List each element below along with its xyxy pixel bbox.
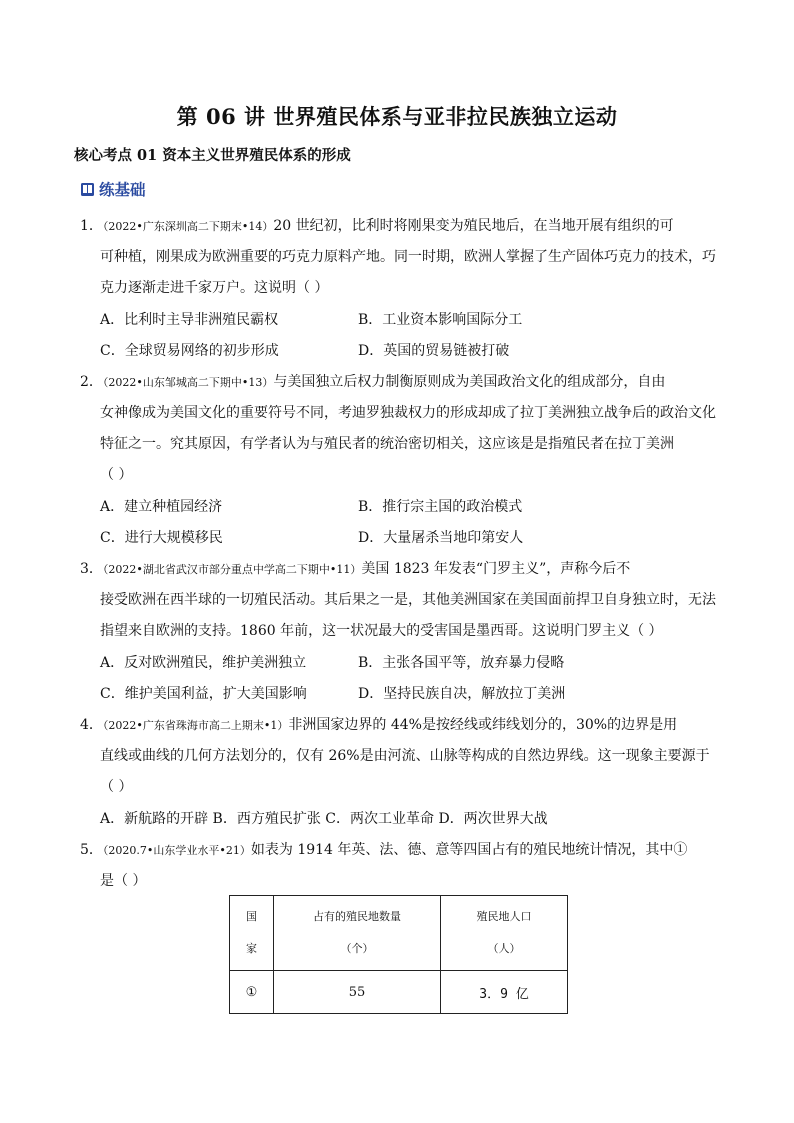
question-1-option-c: C．全球贸易网络的初步形成 <box>100 343 279 359</box>
header-colony-population: 殖民地人口 （人） <box>441 896 568 971</box>
question-3-option-d: D．坚持民族自决，解放拉丁美洲 <box>358 686 566 702</box>
question-5-number: 5． <box>80 842 103 858</box>
question-1-number: 1． <box>80 218 103 234</box>
question-3-line-2: 接受欧洲在西半球的一切殖民活动。其后果之一是，其他美洲国家在美国面前捍卫自身独立时，无法 <box>100 592 716 608</box>
question-3-option-b: B．主张各国平等，放弃暴力侵略 <box>358 655 565 671</box>
question-1-line-1: 1．（2022•广东深圳高二下期末•14）20 世纪初，比利时将刚果变为殖民地后，在当地开展有组织的可 <box>80 218 674 234</box>
question-3-option-a: A．反对欧洲殖民，维护美洲独立 <box>100 655 307 671</box>
book-icon <box>80 182 95 197</box>
cell-colonies: 55 <box>274 971 441 1014</box>
question-3-source: （2022•湖北省武汉市部分重点中学高二下期中•11） <box>102 563 362 576</box>
question-5-line-1: 5．（2020.7•山东学业水平•21）如表为 1914 年英、法、德、意等四国占有的殖民地统计情况，其中① <box>80 842 688 858</box>
question-4-options: A．新航路的开辟 B．西方殖民扩张 C．两次工业革命 D．两次世界大战 <box>100 811 548 827</box>
header-colony-count: 占有的殖民地数量 （个） <box>274 896 441 971</box>
question-2-source: （2022•山东邹城高二下期中•13） <box>102 376 274 389</box>
colony-stats-table <box>229 895 568 1014</box>
question-1-line-2: 可种植，刚果成为欧洲重要的巧克力原料产地。同一时期，欧洲人掌握了生产固体巧克力的技术，巧 <box>100 249 716 265</box>
practice-heading <box>80 178 146 200</box>
question-3-option-c: C．维护美国利益，扩大美国影响 <box>100 686 307 702</box>
table-row <box>230 971 568 1014</box>
table-header-row <box>230 896 568 971</box>
question-2-line-1: 2．（2022•山东邹城高二下期中•13）与美国独立后权力制衡原则成为美国政治文化的组成部分，自由 <box>80 374 666 390</box>
question-1-source: （2022•广东深圳高二下期末•14） <box>102 220 274 233</box>
question-2-line-2: 女神像成为美国文化的重要符号不同，考迪罗独裁权力的形成却成了拉丁美洲独立战争后的政治文化 <box>100 405 716 421</box>
question-4-source: （2022•广东省珠海市高二上期末•1） <box>102 719 289 732</box>
question-1-option-b: B．工业资本影响国际分工 <box>358 312 523 328</box>
question-4-line-1: 4．（2022•广东省珠海市高二上期末•1）非洲国家边界的 44%是按经线或纬线划分的，30%的边界是用 <box>80 717 678 733</box>
question-1-line-3: 克力逐渐走进千家万户。这说明（ ） <box>100 280 329 296</box>
question-2-number: 2． <box>80 374 103 390</box>
question-3-line-1: 3．（2022•湖北省武汉市部分重点中学高二下期中•11）美国 1823 年发表“门罗主义”，声称今后不 <box>80 561 631 577</box>
question-2-line-3: 特征之一。究其原因，有学者认为与殖民者的统治密切相关，这应该是是指殖民者在拉丁美洲 <box>100 436 674 452</box>
practice-label: 练基础 <box>99 180 146 199</box>
cell-population: 3．9 亿 <box>441 971 568 1014</box>
question-2-option-d: D．大量屠杀当地印第安人 <box>358 530 524 546</box>
question-5-line-2: 是（ ） <box>100 873 147 889</box>
page-title: 第 06 讲 世界殖民体系与亚非拉民族独立运动 <box>176 104 618 129</box>
question-5-source: （2020.7•山东学业水平•21） <box>102 844 251 857</box>
question-1-option-a: A．比利时主导非洲殖民霸权 <box>100 312 279 328</box>
question-2-option-b: B．推行宗主国的政治模式 <box>358 499 523 515</box>
question-4-number: 4． <box>80 717 103 733</box>
question-2-line-4: （ ） <box>100 467 133 483</box>
cell-country: ① <box>230 971 274 1014</box>
question-2-option-c: C．进行大规模移民 <box>100 530 223 546</box>
question-3-number: 3． <box>80 561 103 577</box>
header-country: 国 家 <box>230 896 274 971</box>
section-heading: 核心考点 01 资本主义世界殖民体系的形成 <box>74 147 351 164</box>
question-4-line-3: （ ） <box>100 779 133 795</box>
question-1-option-d: D．英国的贸易链被打破 <box>358 343 510 359</box>
question-4-line-2: 直线或曲线的几何方法划分的，仅有 26%是由河流、山脉等构成的自然边界线。这一现象主要源于 <box>100 748 710 764</box>
question-3-line-3: 指望来自欧洲的支持。1860 年前，这一状况最大的受害国是墨西哥。这说明门罗主义（ ） <box>100 623 663 639</box>
question-2-option-a: A．建立种植园经济 <box>100 499 223 515</box>
